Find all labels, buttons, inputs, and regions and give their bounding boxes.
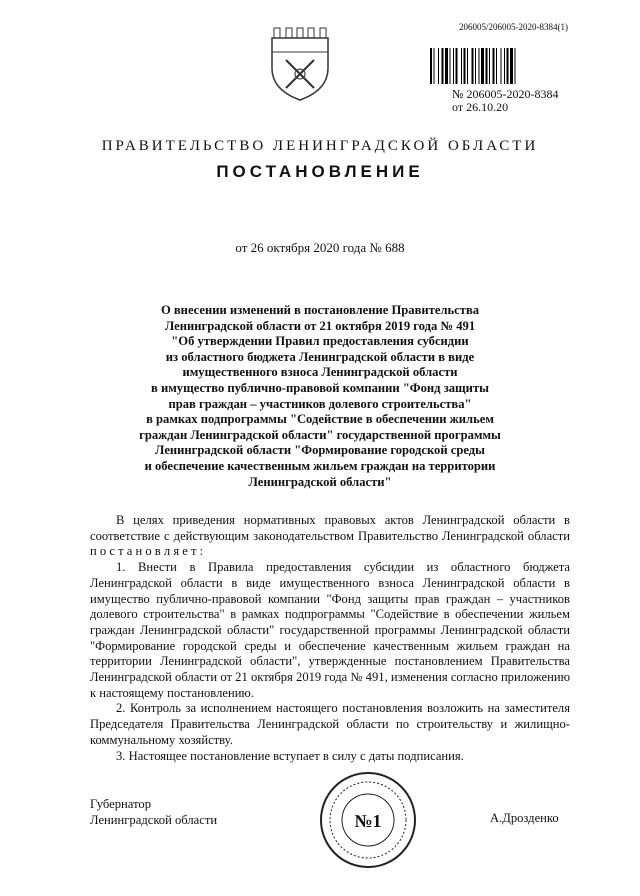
- clause-2: 2. Контроль за исполнением настоящего постановления возложить на заместителя Председателя Правительства Ленинградской области по строительству и жилищно-коммунальному хозяйству.: [90, 701, 570, 747]
- registration-number: № 206005-2020-8384: [452, 87, 559, 101]
- title-line: Ленинградской области "Формирование городской среды: [155, 443, 485, 458]
- coat-of-arms-icon: [268, 24, 332, 102]
- title-line: Ленинградской области от 21 октября 2019 года № 491: [164, 318, 476, 333]
- seal-center-text: №1: [354, 811, 382, 831]
- government-title: ПРАВИТЕЛЬСТВО ЛЕНИНГРАДСКОЙ ОБЛАСТИ: [101, 138, 539, 154]
- registration-stamp: [452, 88, 558, 114]
- title-line: О внесении изменений в постановление Правительства: [160, 303, 480, 317]
- title-line: "Об утверждении Правил предоставления субсидии: [171, 334, 469, 349]
- decree-date-number: от 26 октября 2020 года № 688: [235, 240, 405, 255]
- title-line: из областного бюджета Ленинградской области в виде: [165, 349, 475, 364]
- title-line: прав граждан – участников долевого строительства": [168, 396, 472, 411]
- decree-body: [90, 513, 570, 764]
- title-line: Ленинградской области": [248, 474, 392, 489]
- title-line: граждан Ленинградской области" государственной программы: [139, 427, 501, 442]
- signatory-role: Губернатор: [90, 797, 151, 811]
- barcode-icon: [430, 48, 574, 84]
- signatory-title: [90, 797, 217, 828]
- clause-1: 1. Внести в Правила предоставления субсидии из областного бюджета Ленинградской области в виде имущественного взноса Ленинградской области в имущество публично-правовой компании "Фонд защиты прав граждан – участников долевого строительства" в рамках подпрограммы "Содействие в обеспечении жильем граждан Ленинградской области" государственной программы Ленинградской области "Формирование городской среды и обеспечение качественным жильем граждан на территории Ленинградской области", утвержденные постановлением Правительства Ленинградской области от 21 октября 2019 года № 491, изменения согласно приложению к настоящему постановлению.: [90, 560, 570, 700]
- title-line: имущественного взноса Ленинградской области: [182, 365, 458, 380]
- clause-3: 3. Настоящее постановление вступает в силу с даты подписания.: [116, 748, 464, 763]
- title-line: в рамках подпрограммы "Содействие в обеспечении жильем: [146, 412, 494, 427]
- document-reference: 206005/206005-2020-8384(1): [459, 22, 568, 32]
- title-line: и обеспечение качественным жильем граждан на территории: [144, 458, 496, 473]
- official-seal-icon: [318, 770, 418, 870]
- title-line: в имущество публично-правовой компании "Фонд защиты: [151, 380, 489, 395]
- decree-title: [120, 303, 520, 490]
- decree-label: ПОСТАНОВЛЕНИЕ: [216, 162, 424, 181]
- signatory-name: А.Дрозденко: [490, 811, 559, 825]
- registration-date: от 26.10.20: [452, 100, 509, 114]
- preamble-paragraph: В целях приведения нормативных правовых актов Ленинградской области в соответствие с действующим законодательством Правительство Ленинградской области п о с т а н о в л я е т :: [90, 513, 570, 559]
- signatory-region: Ленинградской области: [90, 812, 218, 827]
